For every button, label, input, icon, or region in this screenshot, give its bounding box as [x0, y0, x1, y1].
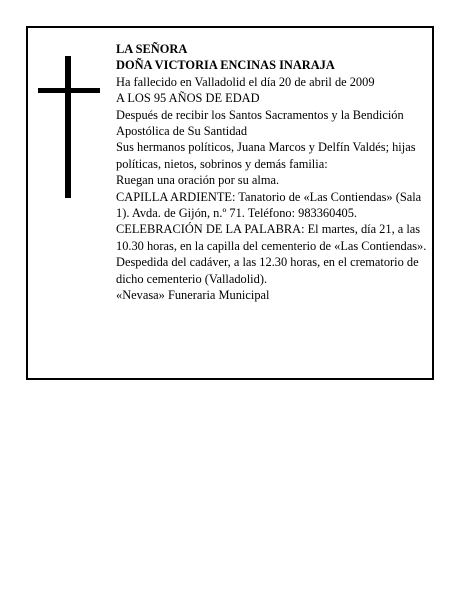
notice-text	[116, 41, 428, 304]
cross-icon	[38, 56, 100, 198]
cross-horizontal-bar	[38, 88, 100, 93]
age-line: A LOS 95 AÑOS DE EDAD	[116, 91, 260, 106]
ceremony-line: CELEBRACIÓN DE LA PALABRA: El martes, día 21, a las 10.30 horas, en la capilla del cementerio de «Las Contiendas». Despedida del cadáver, a las 12.30 horas, en el crematorio de dicho cementerio (Valladolid).	[116, 222, 427, 286]
chapel-line: CAPILLA ARDIENTE: Tanatorio de «Las Contiendas» (Sala 1). Avda. de Gijón, n.º 71. Teléfono: 983360405.	[116, 189, 422, 221]
prayer-line: Ruegan una oración por su alma.	[116, 173, 280, 188]
cross-vertical-bar	[65, 56, 71, 198]
family-line: Sus hermanos políticos, Juana Marcos y Delfín Valdés; hijas políticas, nietos, sobrinos y demás familia:	[116, 140, 416, 171]
death-line: Ha fallecido en Valladolid el día 20 de abril de 2009	[116, 74, 375, 89]
funeral-home-line: «Nevasa» Funeraria Municipal	[116, 288, 270, 303]
sacraments-line: Después de recibir los Santos Sacramentos y la Bendición Apostólica de Su Santidad	[116, 107, 404, 139]
notice-title: LA SEÑORA	[116, 42, 188, 56]
obituary-notice	[26, 26, 434, 380]
deceased-name: DOÑA VICTORIA ENCINAS INARAJA	[116, 58, 335, 73]
